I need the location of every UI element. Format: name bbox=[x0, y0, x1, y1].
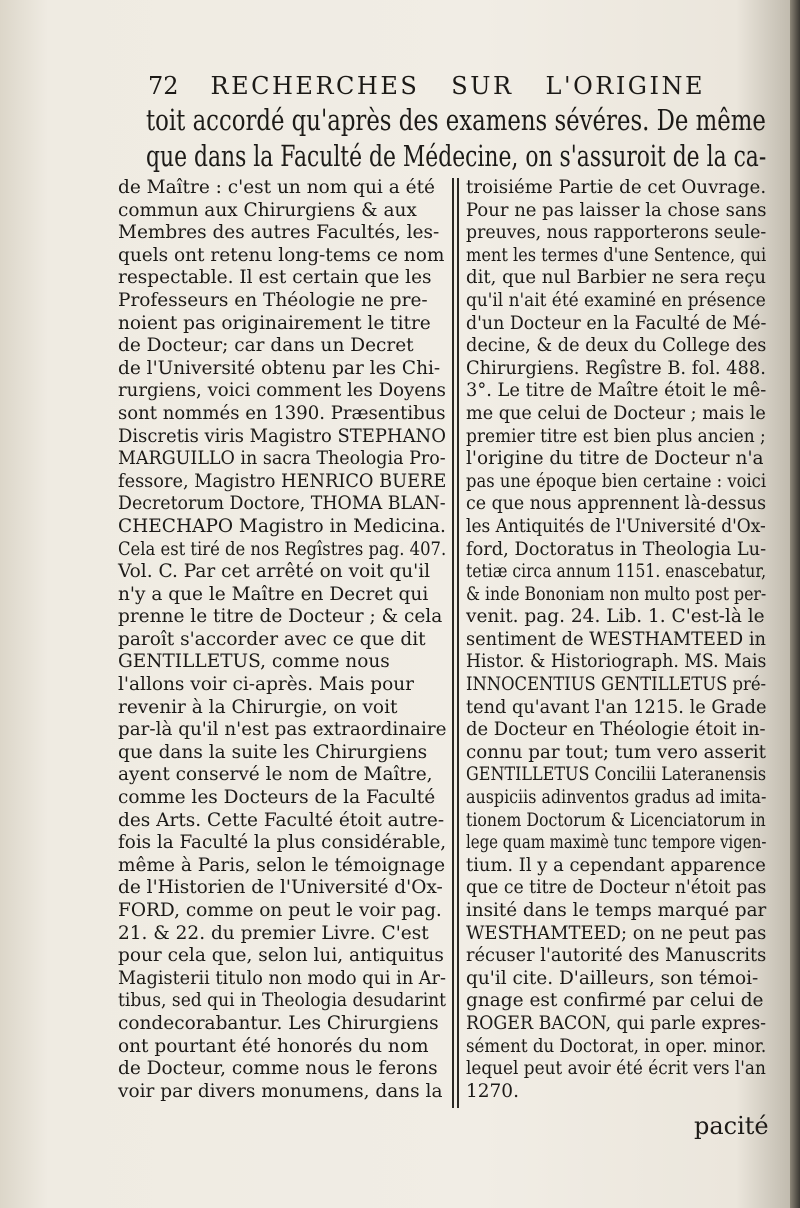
text-line: comme les Docteurs de la Faculté bbox=[118, 787, 436, 809]
text-line: qu'il n'ait été examiné en présence bbox=[466, 289, 766, 311]
text-line: venit. pag. 24. Lib. 1. C'est-là le bbox=[466, 606, 765, 628]
text-line: ont pourtant été honorés du nom bbox=[118, 1035, 429, 1057]
text-line: MARGUILLO in sacra Theologia Pro- bbox=[118, 448, 446, 470]
text-line: de l'Historien de l'Université d'Ox- bbox=[118, 877, 443, 899]
text-line: condecorabantur. Les Chirurgiens bbox=[118, 1012, 439, 1034]
text-line: tium. Il y a cependant apparence bbox=[466, 854, 766, 876]
text-line: FORD, comme on peut le voir pag. bbox=[118, 900, 442, 921]
catchword: pacité bbox=[694, 1112, 769, 1140]
text-line: Histor. & Historiograph. MS. Mais bbox=[466, 651, 767, 673]
text-line: preuves, nous rapporterons seule- bbox=[466, 222, 767, 244]
text-line: 3°. Le titre de Maître étoit le mê- bbox=[466, 380, 767, 402]
text-line: prenne le titre de Docteur ; & cela bbox=[118, 606, 443, 628]
text-line: dit, que nul Barbier ne sera reçu bbox=[466, 267, 767, 289]
text-line: premier titre est bien plus ancien ; bbox=[466, 425, 766, 447]
column-rule bbox=[452, 178, 454, 1108]
text-line: des Arts. Cette Faculté étoit autre- bbox=[118, 809, 445, 831]
text-line: Professeurs en Théologie ne pre- bbox=[118, 289, 428, 311]
left-column bbox=[118, 177, 446, 1103]
text-line: de Docteur, comme nous le ferons bbox=[118, 1058, 438, 1080]
text-line: decine, & de deux du College des bbox=[466, 335, 767, 357]
text-line: tibus, sed qui in Theologia desudarint bbox=[118, 990, 447, 1012]
running-title-word: RECHERCHES bbox=[210, 72, 420, 100]
text-line: & inde Bononiam non multo post per- bbox=[466, 583, 767, 605]
text-line: lequel peut avoir été écrit vers l'an bbox=[466, 1058, 766, 1080]
text-line: l'origine du titre de Docteur n'a bbox=[466, 448, 764, 470]
text-line: commun aux Chirurgiens & aux bbox=[118, 199, 417, 221]
text-line: noient pas originairement le titre bbox=[118, 312, 431, 334]
text-line: ford, Doctoratus in Theologia Lu- bbox=[466, 538, 767, 560]
text-line: ROGER BACON, qui parle expres- bbox=[466, 1012, 767, 1034]
text-line: revenir à la Chirurgie, on voit bbox=[118, 696, 398, 718]
running-title-word: L'ORIGINE bbox=[545, 72, 705, 100]
text-line: de Maître : c'est un nom qui a été bbox=[118, 177, 435, 198]
text-line: Membres des autres Facultés, les- bbox=[118, 222, 440, 244]
text-line: Chirurgiens. Regîstre B. fol. 488. bbox=[466, 357, 766, 379]
text-line: auspiciis adinventos gradus ad imita- bbox=[466, 787, 767, 809]
text-line: récuser l'autorité des Manuscrits bbox=[466, 945, 767, 967]
text-line: pour cela que, selon lui, antiquitus bbox=[118, 945, 444, 967]
text-line: gnage est confirmé par celui de bbox=[466, 990, 764, 1012]
text-line: CHECHAPO Magistro in Medicina. bbox=[118, 515, 446, 537]
intro-paragraph bbox=[146, 103, 766, 175]
text-line: que dans la suite les Chirurgiens bbox=[118, 741, 428, 763]
text-line: l'allons voir ci-après. Mais pour bbox=[118, 674, 414, 696]
text-line: respectable. Il est certain que les bbox=[118, 267, 432, 289]
text-line: paroît s'accorder avec ce que dit bbox=[118, 628, 426, 650]
text-line: d'un Docteur en la Faculté de Mé- bbox=[466, 312, 767, 334]
text-line: qu'il cite. D'ailleurs, son témoi- bbox=[466, 967, 759, 989]
text-line: Magisterii titulo non modo qui in Ar- bbox=[118, 967, 446, 989]
page-number: 72 bbox=[148, 72, 179, 100]
text-line: GENTILLETUS Concilii Lateranensis bbox=[466, 764, 767, 786]
text-line: de l'Université obtenu par les Chi- bbox=[118, 357, 441, 379]
text-line: 21. & 22. du premier Livre. C'est bbox=[118, 922, 429, 944]
text-line: Pour ne pas laisser la chose sans bbox=[466, 199, 767, 221]
text-line: GENTILLETUS, comme nous bbox=[118, 651, 390, 673]
right-column bbox=[466, 177, 766, 1103]
column-rule bbox=[457, 178, 459, 1108]
text-line: troisiéme Partie de cet Ouvrage. bbox=[466, 177, 767, 198]
text-line: par-là qu'il n'est pas extraordinaire bbox=[118, 719, 447, 741]
text-line: ayent conservé le nom de Maître, bbox=[118, 764, 433, 786]
text-line: sément du Doctorat, in oper. minor. bbox=[466, 1035, 767, 1057]
text-line: les Antiquités de l'Université d'Ox- bbox=[466, 515, 766, 537]
text-line: tetiæ circa annum 1151. enascebatur, bbox=[466, 561, 767, 583]
text-line: de Docteur; car dans un Decret bbox=[118, 335, 414, 357]
text-line: rurgiens, voici comment les Doyens bbox=[118, 380, 446, 402]
text-line: tionem Doctorum & Licenciatorum in bbox=[466, 809, 766, 831]
text-line: Discretis viris Magistro STEPHANO bbox=[118, 425, 446, 447]
text-line: voir par divers monumens, dans la bbox=[118, 1080, 443, 1102]
text-line: fois la Faculté la plus considérable, bbox=[118, 832, 447, 854]
text-line: pas une époque bien certaine : voici bbox=[466, 470, 767, 492]
text-line: ment les termes d'une Sentence, qui bbox=[466, 244, 767, 266]
running-header bbox=[148, 72, 758, 100]
text-line: 1270. bbox=[466, 1080, 519, 1102]
text-line: fessore, Magistro HENRICO BUERE bbox=[118, 470, 447, 492]
text-line: WESTHAMTEED; on ne peut pas bbox=[466, 922, 767, 944]
page-edge-shadow bbox=[790, 0, 800, 1208]
text-line: même à Paris, selon le témoignage bbox=[118, 854, 446, 876]
text-line: me que celui de Docteur ; mais le bbox=[466, 402, 766, 424]
text-line: INNOCENTIUS GENTILLETUS pré- bbox=[466, 674, 767, 696]
text-line: Cela est tiré de nos Regîstres pag. 407. bbox=[118, 538, 447, 560]
text-line: sont nommés en 1390. Præsentibus bbox=[118, 402, 446, 424]
text-line: quels ont retenu long-tems ce nom bbox=[118, 244, 445, 266]
text-line: sentiment de WESTHAMTEED in bbox=[466, 628, 766, 650]
text-line: connu par tout; tum vero asserit bbox=[466, 741, 766, 763]
text-line: insité dans le temps marqué par bbox=[466, 900, 767, 921]
running-title-word: SUR bbox=[451, 72, 514, 100]
intro-line: toit accordé qu'après des examens sévéres. De même bbox=[146, 104, 766, 137]
text-line: Decretorum Doctore, THOMA BLAN- bbox=[118, 493, 446, 515]
text-line: que ce titre de Docteur n'étoit pas bbox=[466, 877, 767, 899]
text-line: lege quam maximè tunc tempore vigen- bbox=[466, 832, 767, 854]
intro-line: que dans la Faculté de Médecine, on s'assuroit de la ca- bbox=[146, 140, 767, 173]
text-line: ce que nous apprennent là-dessus bbox=[466, 493, 767, 515]
text-line: n'y a que le Maître en Decret qui bbox=[118, 583, 429, 605]
text-line: tend qu'avant l'an 1215. le Grade bbox=[466, 696, 767, 718]
text-line: Vol. C. Par cet arrêté on voit qu'il bbox=[118, 561, 431, 583]
text-line: de Docteur en Théologie étoit in- bbox=[466, 719, 766, 741]
